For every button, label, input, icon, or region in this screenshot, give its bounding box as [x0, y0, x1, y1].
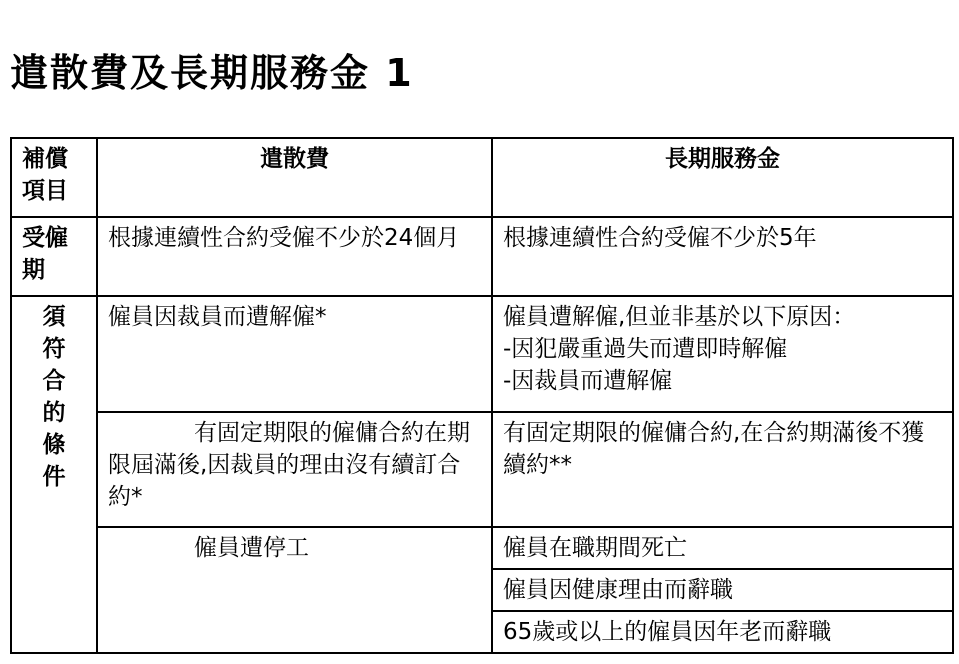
long-service-dismissal	[492, 296, 953, 412]
long-service-dismissal-line: -因裁員而遭解僱	[503, 368, 673, 394]
long-service-dismissal-line: 僱員遭解僱,但並非基於以下原因：	[503, 304, 856, 330]
page-title: 遣散費及長期服務金 1	[10, 51, 414, 95]
table-row	[11, 527, 953, 569]
table-header-row	[11, 138, 953, 217]
severance-layoff: 僱員遭停工	[97, 527, 492, 653]
long-service-employment-period: 根據連續性合約受僱不少於5年	[492, 217, 953, 296]
long-service-dismissal-line: -因犯嚴重過失而遭即時解僱	[503, 336, 788, 362]
long-service-death: 僱員在職期間死亡	[492, 527, 953, 569]
conditions-char: 條	[42, 432, 66, 458]
severance-redundancy: 僱員因裁員而遭解僱*	[97, 296, 492, 412]
header-compensation-item: 補償項目	[11, 138, 97, 217]
conditions-char: 符	[42, 336, 66, 362]
severance-employment-period: 根據連續性合約受僱不少於24個月	[97, 217, 492, 296]
table-row	[11, 296, 953, 412]
comparison-table	[10, 137, 954, 654]
long-service-health-resignation: 僱員因健康理由而辭職	[492, 569, 953, 611]
conditions-char: 合	[42, 368, 66, 394]
long-service-fixed-term: 有固定期限的僱傭合約,在合約期滿後不獲續約**	[492, 412, 953, 527]
conditions-char: 的	[42, 400, 66, 426]
table-row	[11, 217, 953, 296]
long-service-old-age-resignation: 65歲或以上的僱員因年老而辭職	[492, 611, 953, 653]
header-severance: 遣散費	[97, 138, 492, 217]
row-label-employment-period: 受僱期	[11, 217, 97, 296]
conditions-char: 件	[42, 464, 66, 490]
conditions-char: 須	[42, 304, 66, 330]
severance-fixed-term: 有固定期限的僱傭合約在期限屆滿後,因裁員的理由沒有續訂合約*	[97, 412, 492, 527]
header-long-service: 長期服務金	[492, 138, 953, 217]
row-label-conditions	[11, 296, 97, 653]
table-row	[11, 412, 953, 527]
